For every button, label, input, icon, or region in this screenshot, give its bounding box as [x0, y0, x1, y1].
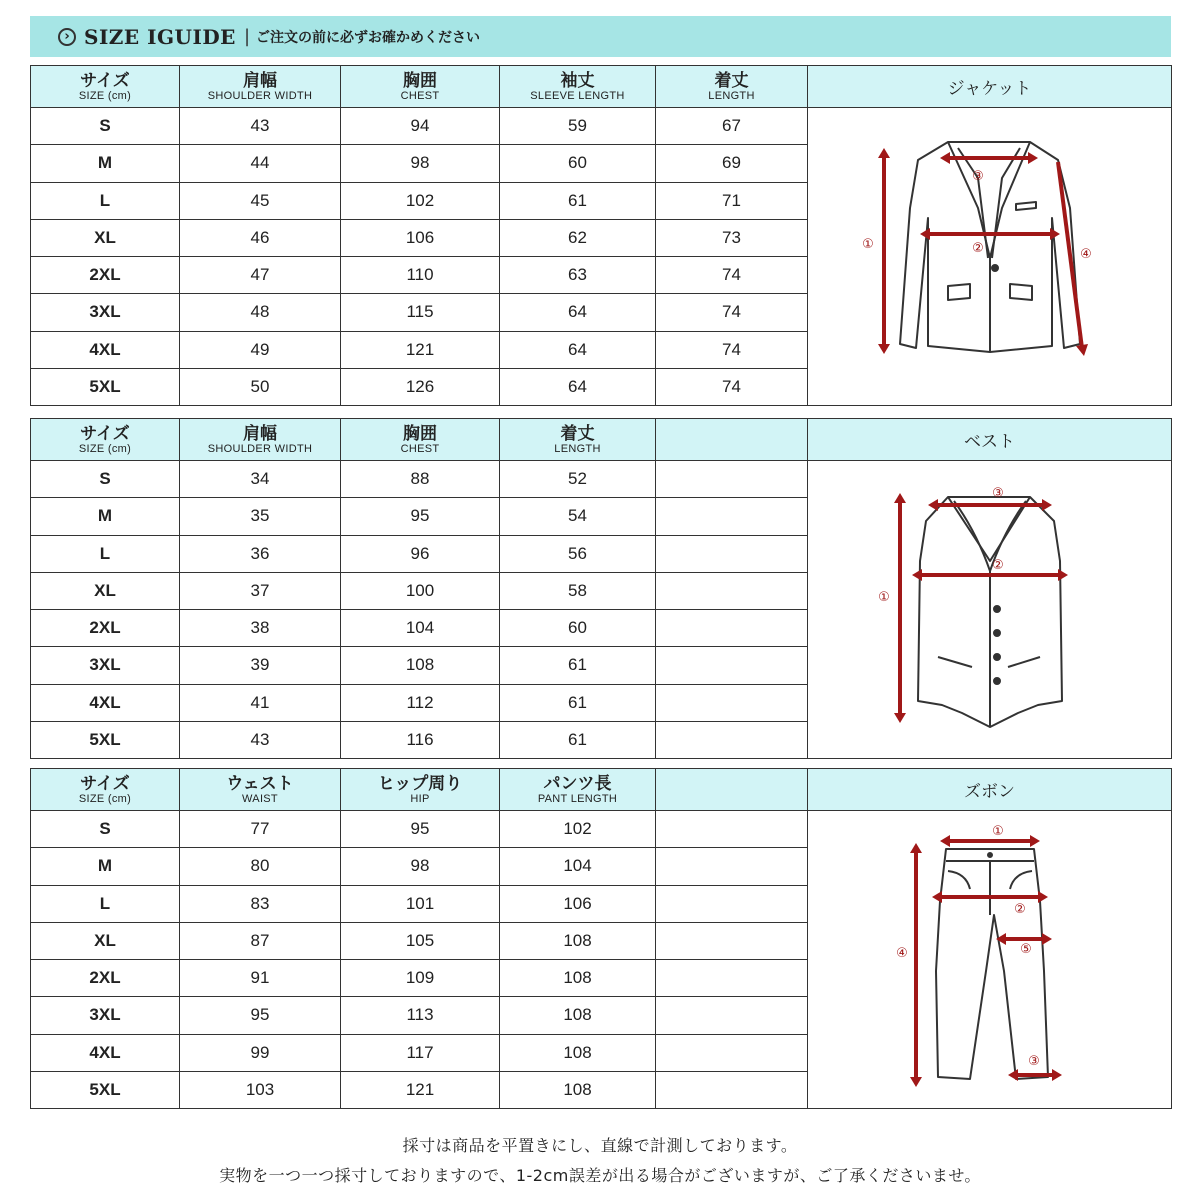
- tolerance-note: 実物を一つ一つ採寸しておりますので、1-2cm誤差が出る場合がございますが、ご了承くださいませ。: [219, 1166, 981, 1185]
- marker-1: ①: [878, 590, 890, 605]
- col-header-empty: [656, 419, 808, 461]
- table-row: 3XL 95 113 108: [31, 997, 1172, 1034]
- table-row: 5XL 50 126 64 74: [31, 368, 1172, 405]
- col-header-shoulder: 肩幅 SHOULDER WIDTH: [180, 419, 341, 461]
- col-header-sleeve: 袖丈 SLEEVE LENGTH: [500, 66, 656, 108]
- table-row: 2XL 38 104 60: [31, 610, 1172, 647]
- marker-4: ④: [1080, 247, 1092, 262]
- jacket-diagram: [808, 108, 1172, 406]
- table-row: 5XL 103 121 108: [31, 1071, 1172, 1108]
- jacket-illustration: [808, 108, 1172, 400]
- table-row: M 44 98 60 69: [31, 145, 1172, 182]
- marker-3: ③: [992, 486, 1004, 501]
- col-header-waist: ウェスト WAIST: [180, 769, 341, 811]
- pants-diagram: [808, 811, 1172, 1109]
- table-row: XL 37 100 58: [31, 572, 1172, 609]
- marker-1: ①: [862, 237, 874, 252]
- table-row: M 35 95 54: [31, 498, 1172, 535]
- table-row: 2XL 91 109 108: [31, 960, 1172, 997]
- table-row: 3XL 48 115 64 74: [31, 294, 1172, 331]
- col-header-chest: 胸囲 CHEST: [341, 419, 500, 461]
- marker-5: ⑤: [1020, 942, 1032, 957]
- table-row: L 36 96 56: [31, 535, 1172, 572]
- vest-panel-title: ベスト: [808, 419, 1172, 461]
- table-row: S 77 95 102 ① ② ③ ④ ⑤: [31, 811, 1172, 848]
- table-row: 4XL 99 117 108: [31, 1034, 1172, 1071]
- table-row: S 43 94 59 67 ① ② ③ ④: [31, 108, 1172, 145]
- table-row: XL 46 106 62 73: [31, 219, 1172, 256]
- table-row: 5XL 43 116 61: [31, 721, 1172, 758]
- table-row: L 83 101 106: [31, 885, 1172, 922]
- size-guide-header: [30, 16, 1171, 57]
- vest-size-table: [30, 418, 1172, 759]
- pants-illustration: [808, 811, 1172, 1103]
- marker-3: ③: [972, 169, 984, 184]
- table-row: M 80 98 104: [31, 848, 1172, 885]
- col-header-size: サイズ SIZE (cm): [31, 419, 180, 461]
- pants-size-table: [30, 768, 1172, 1109]
- pants-panel-title: ズボン: [808, 769, 1172, 811]
- col-header-hip: ヒップ周り HIP: [341, 769, 500, 811]
- col-header-shoulder: 肩幅 SHOULDER WIDTH: [180, 66, 341, 108]
- table-row: 4XL 41 112 61: [31, 684, 1172, 721]
- chevron-right-icon: ›: [58, 28, 76, 46]
- col-header-length: 着丈 LENGTH: [656, 66, 808, 108]
- col-header-empty: [656, 769, 808, 811]
- marker-1: ①: [992, 824, 1004, 839]
- table-row: 4XL 49 121 64 74: [31, 331, 1172, 368]
- marker-2: ②: [972, 241, 984, 256]
- title-separator: |: [243, 26, 251, 47]
- col-header-chest: 胸囲 CHEST: [341, 66, 500, 108]
- table-row: 2XL 47 110 63 74: [31, 257, 1172, 294]
- col-header-size: サイズ SIZE (cm): [31, 769, 180, 811]
- size-guide-title: SIZE IGUIDE: [84, 24, 236, 49]
- vest-illustration: [808, 461, 1172, 753]
- marker-3: ③: [1028, 1054, 1040, 1069]
- jacket-size-table: [30, 65, 1172, 406]
- marker-2: ②: [1014, 902, 1026, 917]
- marker-2: ②: [992, 558, 1004, 573]
- jacket-panel-title: ジャケット: [808, 66, 1172, 108]
- table-row: L 45 102 61 71: [31, 182, 1172, 219]
- marker-4: ④: [896, 946, 908, 961]
- col-header-size: サイズ SIZE (cm): [31, 66, 180, 108]
- table-row: S 34 88 52 ① ② ③: [31, 461, 1172, 498]
- vest-diagram: [808, 461, 1172, 759]
- col-header-pant-length: パンツ長 PANT LENGTH: [500, 769, 656, 811]
- size-guide-subtitle: ご注文の前に必ずお確かめください: [256, 29, 481, 46]
- table-row: 3XL 39 108 61: [31, 647, 1172, 684]
- table-row: XL 87 105 108: [31, 922, 1172, 959]
- col-header-length: 着丈 LENGTH: [500, 419, 656, 461]
- measurement-note: 採寸は商品を平置きにし、直線で計測しております。: [402, 1136, 798, 1155]
